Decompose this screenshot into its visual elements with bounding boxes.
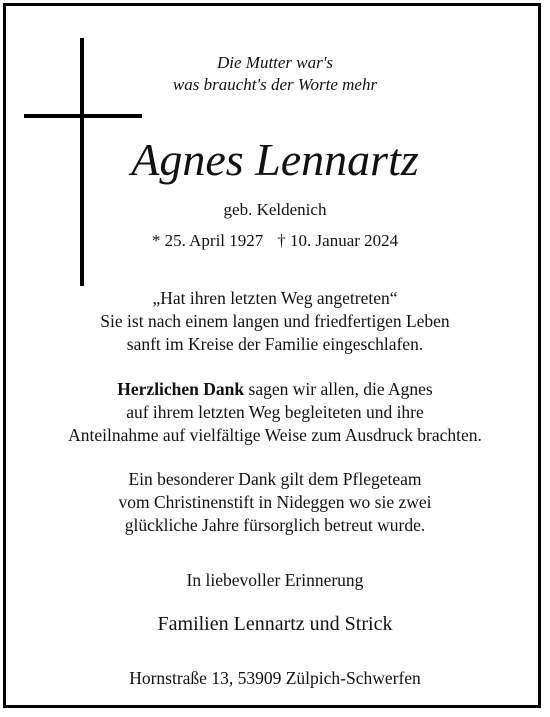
- quote-line-2: Sie ist nach einem langen und friedfertigen Leben: [100, 311, 450, 331]
- thanks-bold: Herzlichen Dank: [117, 379, 245, 399]
- thanks-line-1-rest: sagen wir allen, die Agnes: [244, 379, 433, 399]
- motto-line-1: Die Mutter war's: [216, 53, 334, 72]
- birth-date: * 25. April 1927: [151, 231, 264, 250]
- address: Hornstraße 13, 53909 Zülpich-Schwerfen: [129, 668, 421, 688]
- thanks-line-1: [0, 378, 550, 401]
- quote-line-3: sanft im Kreise der Familie eingeschlafen.: [126, 334, 424, 354]
- maiden-name: geb. Keldenich: [223, 200, 327, 219]
- families-signature: Familien Lennartz und Strick: [157, 613, 393, 635]
- motto-line-2: was braucht's der Worte mehr: [172, 75, 378, 94]
- life-dates: [90, 230, 460, 252]
- cross-icon-horizontal: [24, 114, 142, 118]
- special-thanks-line-1: Ein besonderer Dank gilt dem Pflegeteam: [128, 469, 422, 489]
- thanks-line-3: Anteilnahme auf vielfältige Weise zum Ausdruck brachten.: [68, 425, 482, 445]
- deceased-name: Agnes Lennartz: [131, 134, 419, 185]
- death-date: † 10. Januar 2024: [277, 231, 399, 250]
- special-thanks-line-2: vom Christinenstift in Nideggen wo sie zwei: [118, 492, 432, 512]
- cross-icon-vertical: [80, 38, 84, 286]
- quote-line-1: „Hat ihren letzten Weg angetreten“: [152, 288, 398, 308]
- motto: [140, 52, 410, 96]
- closing-line: In liebevoller Erinnerung: [186, 570, 364, 590]
- thanks-line-2: auf ihrem letzten Weg begleiteten und ihre: [126, 402, 424, 422]
- special-thanks-line-3: glückliche Jahre fürsorglich betreut wurde.: [124, 515, 426, 535]
